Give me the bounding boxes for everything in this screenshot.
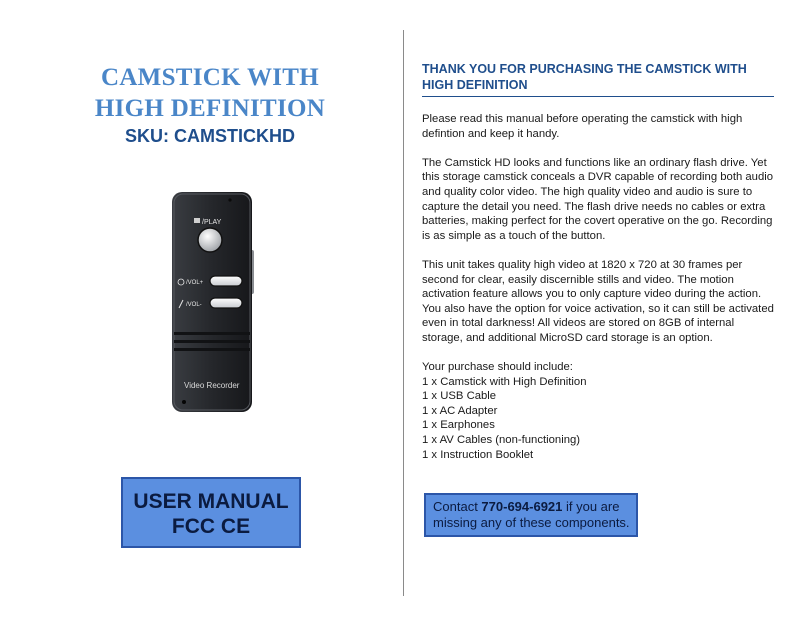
include-intro: Your purchase should include: bbox=[422, 361, 573, 374]
user-manual-box bbox=[121, 477, 301, 548]
package-contents-list bbox=[422, 375, 774, 463]
title-line-2: HIGH DEFINITION bbox=[94, 95, 326, 122]
vol-down-button[interactable] bbox=[210, 298, 242, 308]
list-item: 1 x Camstick with High Definition bbox=[422, 375, 587, 388]
contact-box bbox=[424, 493, 638, 537]
contact-suffix: if you are missing any of these components. bbox=[433, 499, 630, 530]
column-divider bbox=[403, 30, 404, 596]
record-icon bbox=[194, 218, 200, 223]
play-label: /PLAY bbox=[202, 219, 222, 226]
list-item: 1 x AC Adapter bbox=[422, 404, 498, 417]
contact-prefix: Contact bbox=[433, 499, 482, 514]
vol-down-label: /VOL- bbox=[186, 302, 202, 308]
paragraph-features: This unit takes quality high video at 1820 x 720 at 30 frames per second for clear, easily discernible stills and video. The motion activation feature allows you to only capture video during the action. You also have the option for voice activation, so it can still be activated even in total darkness! All videos are stored on 8GB of internal storage, and additional MicroSD card storage is an option. bbox=[422, 258, 774, 344]
manual-box-line-2: FCC CE bbox=[171, 515, 251, 538]
contact-phone: 770-694-6921 bbox=[481, 499, 563, 514]
vol-up-label: /VOL+ bbox=[186, 280, 204, 286]
vol-up-button[interactable] bbox=[210, 276, 242, 286]
body-text bbox=[422, 112, 774, 462]
heading-underline bbox=[422, 96, 774, 97]
paragraph-description: The Camstick HD looks and functions like an ordinary flash drive. Yet this storage camstick conceals a DVR capable of recording both audio and quality color video. The high quality video and audio is sure to capture the detail you need. The flash drive needs no cables or extra batteries, making perfect for the covert operative on the go. Recording is as simple as a touch of the button. bbox=[422, 156, 774, 242]
paragraph-intro: Please read this manual before operating the camstick with high defintion and keep it handy. bbox=[422, 113, 743, 140]
title-line-1: CAMSTICK WITH bbox=[100, 64, 320, 91]
mic-hole bbox=[182, 400, 186, 404]
manual-box-line-1: USER MANUAL bbox=[133, 490, 289, 513]
list-item: 1 x Earphones bbox=[422, 419, 495, 432]
list-item: 1 x USB Cable bbox=[422, 390, 497, 403]
camstick-device-image bbox=[168, 190, 264, 416]
sku-label: SKU: CAMSTICKHD bbox=[125, 126, 295, 146]
play-button[interactable] bbox=[198, 228, 222, 252]
list-item: 1 x Instruction Booklet bbox=[422, 448, 534, 461]
product-title bbox=[40, 62, 380, 124]
video-recorder-label: Video Recorder bbox=[184, 381, 240, 390]
section-heading: THANK YOU FOR PURCHASING THE CAMSTICK WITH HIGH DEFINITION bbox=[422, 62, 747, 92]
list-item: 1 x AV Cables (non-functioning) bbox=[422, 434, 581, 447]
lens-dot bbox=[228, 198, 231, 201]
